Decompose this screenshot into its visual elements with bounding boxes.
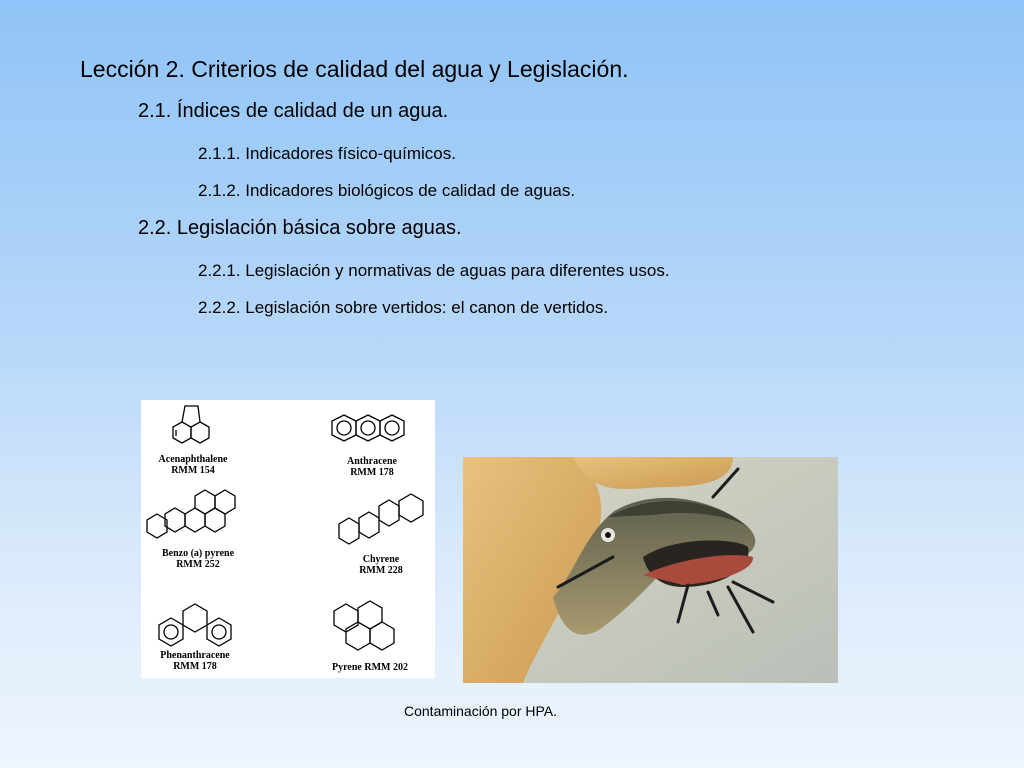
outline-item-2-1: 2.1. Índices de calidad de un agua.: [138, 100, 449, 122]
catfish-photo: [463, 457, 838, 683]
anthracene-structure: [327, 410, 417, 446]
benzo-a-pyrene-structure: [145, 488, 251, 548]
compound-acenaphthalene: [147, 402, 239, 476]
chyrene-structure: [331, 490, 431, 554]
slide-title: Lección 2. Criterios de calidad del agua y Legislación.: [80, 56, 629, 82]
outline-item-2-2-1: 2.2.1. Legislación y normativas de aguas para diferentes usos.: [198, 261, 670, 280]
compound-name: Phenanthracene: [160, 650, 230, 661]
compound-mass: RMM 252: [176, 559, 220, 570]
compound-name: Acenaphthalene: [158, 454, 228, 465]
outline-item-2-1-2: 2.1.2. Indicadores biológicos de calidad de aguas.: [198, 181, 576, 200]
compound-name: Chyrene: [362, 554, 400, 565]
image-caption: Contaminación por HPA.: [404, 703, 558, 719]
compound-phenanthracene: [145, 600, 245, 672]
phenanthracene-structure: [150, 600, 240, 650]
acenaphthalene-structure: [158, 402, 228, 454]
compound-name: Pyrene RMM 202: [332, 662, 408, 673]
compound-mass: RMM 178: [173, 661, 217, 672]
compound-mass: RMM 228: [359, 565, 403, 576]
compound-name: Anthracene: [347, 456, 397, 467]
pah-structures-figure: [141, 400, 435, 678]
compound-anthracene: [327, 410, 417, 478]
compound-mass: RMM 154: [171, 465, 215, 476]
outline-item-2-2-2: 2.2.2. Legislación sobre vertidos: el canon de vertidos.: [198, 298, 609, 317]
compound-chyrene: [331, 490, 431, 576]
compound-mass: RMM 178: [350, 467, 394, 478]
outline-item-2-1-1: 2.1.1. Indicadores físico-químicos.: [198, 144, 456, 163]
compound-name: Benzo (a) pyrene: [161, 548, 235, 559]
catfish-image: [463, 457, 838, 683]
compound-pyrene: [311, 598, 429, 673]
compound-benzo-a-pyrene: [143, 488, 253, 570]
outline-item-2-2: 2.2. Legislación básica sobre aguas.: [138, 217, 462, 239]
pyrene-structure: [327, 598, 413, 658]
